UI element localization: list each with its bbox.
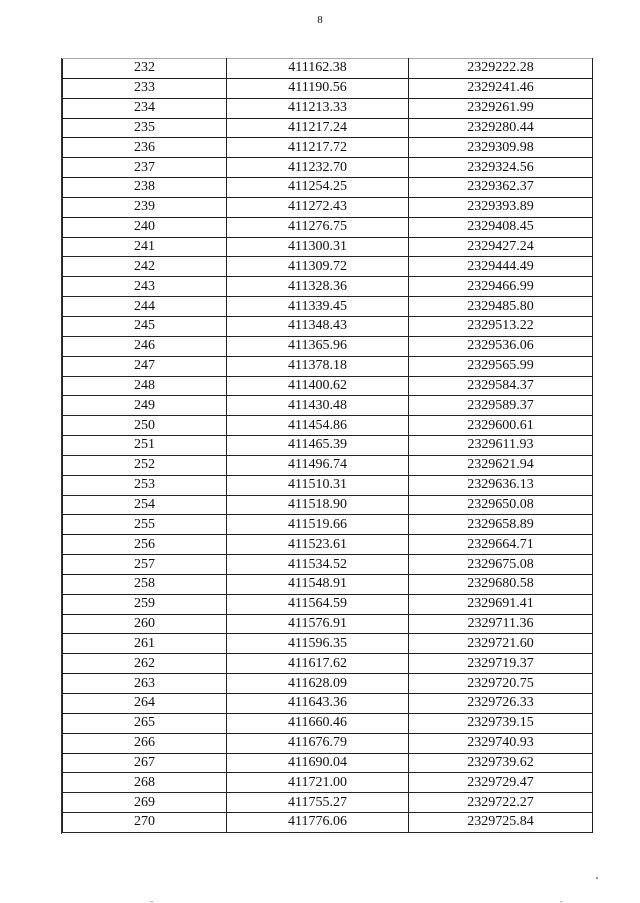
table-row (63, 118, 593, 138)
point-number-cell: 258 (63, 574, 227, 594)
y-coordinate-cell: 2329584.37 (409, 376, 593, 396)
x-coordinate-cell: 411162.38 (227, 59, 409, 79)
x-coordinate-cell: 411660.46 (227, 713, 409, 733)
y-coordinate-cell: 2329309.98 (409, 138, 593, 158)
table-row (63, 555, 593, 575)
x-coordinate-cell: 411430.48 (227, 396, 409, 416)
x-coordinate-cell: 411217.72 (227, 138, 409, 158)
table-row (63, 694, 593, 714)
x-coordinate-cell: 411365.96 (227, 336, 409, 356)
x-coordinate-cell: 411755.27 (227, 793, 409, 813)
point-number-cell: 255 (63, 515, 227, 535)
coordinates-table-container (62, 58, 592, 833)
point-number-cell: 244 (63, 297, 227, 317)
y-coordinate-cell: 2329725.84 (409, 813, 593, 833)
table-row (63, 396, 593, 416)
y-coordinate-cell: 2329485.80 (409, 297, 593, 317)
point-number-cell: 263 (63, 674, 227, 694)
coordinates-table-body (63, 59, 593, 833)
y-coordinate-cell: 2329722.27 (409, 793, 593, 813)
point-number-cell: 265 (63, 713, 227, 733)
point-number-cell: 235 (63, 118, 227, 138)
table-row (63, 98, 593, 118)
y-coordinate-cell: 2329636.13 (409, 475, 593, 495)
x-coordinate-cell: 411690.04 (227, 753, 409, 773)
x-coordinate-cell: 411328.36 (227, 277, 409, 297)
point-number-cell: 237 (63, 158, 227, 178)
x-coordinate-cell: 411519.66 (227, 515, 409, 535)
table-row (63, 416, 593, 436)
y-coordinate-cell: 2329241.46 (409, 78, 593, 98)
table-row (63, 316, 593, 336)
point-number-cell: 247 (63, 356, 227, 376)
x-coordinate-cell: 411496.74 (227, 455, 409, 475)
x-coordinate-cell: 411676.79 (227, 733, 409, 753)
y-coordinate-cell: 2329408.45 (409, 217, 593, 237)
table-row (63, 535, 593, 555)
x-coordinate-cell: 411776.06 (227, 813, 409, 833)
table-row (63, 813, 593, 833)
x-coordinate-cell: 411309.72 (227, 257, 409, 277)
table-row (63, 475, 593, 495)
point-number-cell: 251 (63, 436, 227, 456)
table-row (63, 455, 593, 475)
y-coordinate-cell: 2329589.37 (409, 396, 593, 416)
table-row (63, 78, 593, 98)
point-number-cell: 233 (63, 78, 227, 98)
point-number-cell: 259 (63, 594, 227, 614)
y-coordinate-cell: 2329466.99 (409, 277, 593, 297)
table-row (63, 674, 593, 694)
y-coordinate-cell: 2329658.89 (409, 515, 593, 535)
table-row (63, 297, 593, 317)
x-coordinate-cell: 411454.86 (227, 416, 409, 436)
point-number-cell: 266 (63, 733, 227, 753)
x-coordinate-cell: 411643.36 (227, 694, 409, 714)
table-row (63, 495, 593, 515)
x-coordinate-cell: 411339.45 (227, 297, 409, 317)
table-row (63, 733, 593, 753)
scan-speck (560, 901, 563, 902)
point-number-cell: 246 (63, 336, 227, 356)
x-coordinate-cell: 411378.18 (227, 356, 409, 376)
y-coordinate-cell: 2329691.41 (409, 594, 593, 614)
table-row (63, 773, 593, 793)
point-number-cell: 262 (63, 654, 227, 674)
y-coordinate-cell: 2329536.06 (409, 336, 593, 356)
x-coordinate-cell: 411272.43 (227, 197, 409, 217)
x-coordinate-cell: 411518.90 (227, 495, 409, 515)
table-row (63, 197, 593, 217)
y-coordinate-cell: 2329680.58 (409, 574, 593, 594)
x-coordinate-cell: 411617.62 (227, 654, 409, 674)
x-coordinate-cell: 411254.25 (227, 178, 409, 198)
point-number-cell: 234 (63, 98, 227, 118)
x-coordinate-cell: 411628.09 (227, 674, 409, 694)
y-coordinate-cell: 2329362.37 (409, 178, 593, 198)
table-row (63, 634, 593, 654)
x-coordinate-cell: 411348.43 (227, 316, 409, 336)
point-number-cell: 267 (63, 753, 227, 773)
y-coordinate-cell: 2329675.08 (409, 555, 593, 575)
table-row (63, 753, 593, 773)
y-coordinate-cell: 2329427.24 (409, 237, 593, 257)
page-number: 8 (317, 14, 323, 26)
point-number-cell: 253 (63, 475, 227, 495)
table-row (63, 594, 593, 614)
y-coordinate-cell: 2329729.47 (409, 773, 593, 793)
y-coordinate-cell: 2329721.60 (409, 634, 593, 654)
scan-speck (150, 901, 153, 902)
table-row (63, 574, 593, 594)
point-number-cell: 264 (63, 694, 227, 714)
point-number-cell: 241 (63, 237, 227, 257)
x-coordinate-cell: 411400.62 (227, 376, 409, 396)
point-number-cell: 239 (63, 197, 227, 217)
table-row (63, 59, 593, 79)
point-number-cell: 249 (63, 396, 227, 416)
x-coordinate-cell: 411523.61 (227, 535, 409, 555)
table-row (63, 376, 593, 396)
y-coordinate-cell: 2329719.37 (409, 654, 593, 674)
table-row (63, 178, 593, 198)
y-coordinate-cell: 2329565.99 (409, 356, 593, 376)
point-number-cell: 269 (63, 793, 227, 813)
x-coordinate-cell: 411276.75 (227, 217, 409, 237)
point-number-cell: 252 (63, 455, 227, 475)
coordinates-table (62, 58, 593, 833)
point-number-cell: 232 (63, 59, 227, 79)
table-row (63, 515, 593, 535)
table-row (63, 158, 593, 178)
x-coordinate-cell: 411534.52 (227, 555, 409, 575)
point-number-cell: 256 (63, 535, 227, 555)
table-row (63, 277, 593, 297)
y-coordinate-cell: 2329739.62 (409, 753, 593, 773)
x-coordinate-cell: 411576.91 (227, 614, 409, 634)
point-number-cell: 240 (63, 217, 227, 237)
y-coordinate-cell: 2329600.61 (409, 416, 593, 436)
y-coordinate-cell: 2329611.93 (409, 436, 593, 456)
y-coordinate-cell: 2329280.44 (409, 118, 593, 138)
point-number-cell: 257 (63, 555, 227, 575)
y-coordinate-cell: 2329621.94 (409, 455, 593, 475)
point-number-cell: 260 (63, 614, 227, 634)
point-number-cell: 270 (63, 813, 227, 833)
x-coordinate-cell: 411510.31 (227, 475, 409, 495)
point-number-cell: 248 (63, 376, 227, 396)
x-coordinate-cell: 411213.33 (227, 98, 409, 118)
y-coordinate-cell: 2329222.28 (409, 59, 593, 79)
point-number-cell: 268 (63, 773, 227, 793)
table-row (63, 356, 593, 376)
scan-speck (596, 877, 598, 879)
y-coordinate-cell: 2329711.36 (409, 614, 593, 634)
point-number-cell: 242 (63, 257, 227, 277)
y-coordinate-cell: 2329650.08 (409, 495, 593, 515)
x-coordinate-cell: 411596.35 (227, 634, 409, 654)
x-coordinate-cell: 411721.00 (227, 773, 409, 793)
table-row (63, 614, 593, 634)
y-coordinate-cell: 2329739.15 (409, 713, 593, 733)
table-row (63, 793, 593, 813)
y-coordinate-cell: 2329740.93 (409, 733, 593, 753)
y-coordinate-cell: 2329324.56 (409, 158, 593, 178)
table-row (63, 654, 593, 674)
x-coordinate-cell: 411190.56 (227, 78, 409, 98)
table-row (63, 138, 593, 158)
table-row (63, 336, 593, 356)
point-number-cell: 236 (63, 138, 227, 158)
table-row (63, 713, 593, 733)
y-coordinate-cell: 2329664.71 (409, 535, 593, 555)
x-coordinate-cell: 411232.70 (227, 158, 409, 178)
table-row (63, 436, 593, 456)
table-row (63, 217, 593, 237)
y-coordinate-cell: 2329393.89 (409, 197, 593, 217)
point-number-cell: 243 (63, 277, 227, 297)
point-number-cell: 250 (63, 416, 227, 436)
x-coordinate-cell: 411564.59 (227, 594, 409, 614)
table-row (63, 257, 593, 277)
x-coordinate-cell: 411465.39 (227, 436, 409, 456)
point-number-cell: 245 (63, 316, 227, 336)
point-number-cell: 254 (63, 495, 227, 515)
point-number-cell: 238 (63, 178, 227, 198)
y-coordinate-cell: 2329513.22 (409, 316, 593, 336)
y-coordinate-cell: 2329726.33 (409, 694, 593, 714)
table-row (63, 237, 593, 257)
x-coordinate-cell: 411300.31 (227, 237, 409, 257)
x-coordinate-cell: 411548.91 (227, 574, 409, 594)
y-coordinate-cell: 2329261.99 (409, 98, 593, 118)
y-coordinate-cell: 2329444.49 (409, 257, 593, 277)
x-coordinate-cell: 411217.24 (227, 118, 409, 138)
point-number-cell: 261 (63, 634, 227, 654)
y-coordinate-cell: 2329720.75 (409, 674, 593, 694)
